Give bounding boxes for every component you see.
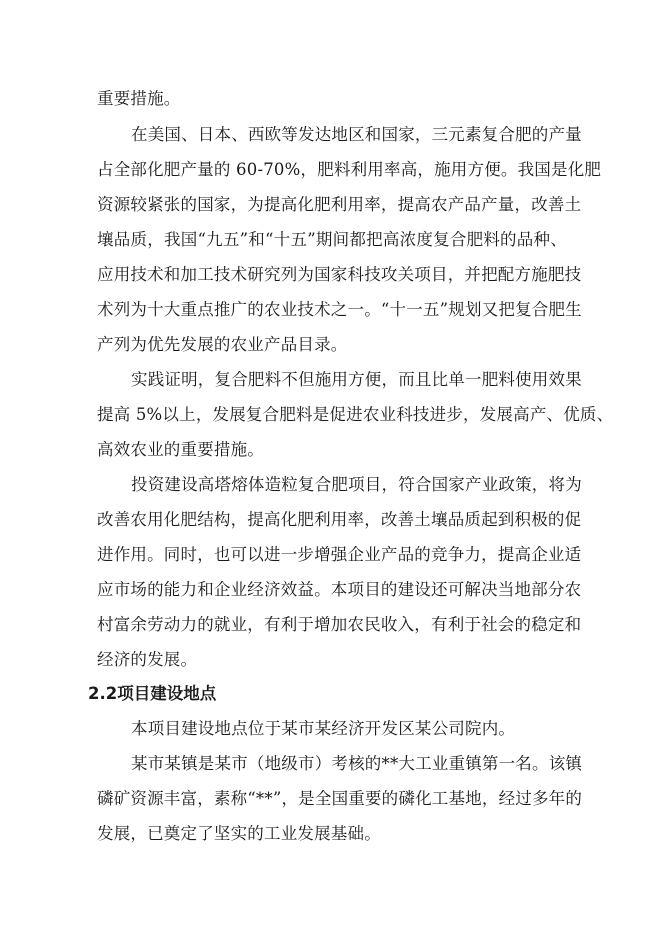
paragraph-line: 提高 5%以上，发展复合肥料是促进农业科技进步，发展高产、优质、 bbox=[97, 405, 614, 424]
paragraph-line: 经济的发展。 bbox=[97, 650, 198, 669]
section-heading: 2.2项目建设地点 bbox=[88, 684, 217, 703]
paragraph-line: 应市场的能力和企业经济效益。本项目的建设还可解决当地部分农 bbox=[97, 580, 582, 599]
paragraph-line: 壤品质，我国“九五”和“十五”期间都把高浓度复合肥料的品种、 bbox=[97, 230, 567, 249]
paragraph-line: 发展，已奠定了坚实的工业发展基础。 bbox=[97, 824, 381, 843]
paragraph-line: 改善农用化肥结构，提高化肥利用率，改善土壤品质起到积极的促 bbox=[97, 510, 582, 529]
paragraph-line: 应用技术和加工技术研究列为国家科技攻关项目，并把配方施肥技 bbox=[97, 265, 582, 284]
paragraph-line: 资源较紧张的国家，为提高化肥利用率，提高农产品产量，改善土 bbox=[97, 195, 582, 214]
paragraph-line: 本项目建设地点位于某市某经济开发区某公司院内。 bbox=[131, 719, 516, 738]
paragraph-line: 占全部化肥产量的 60-70%，肥料利用率高，施用方便。我国是化肥 bbox=[97, 160, 602, 179]
paragraph-line: 术列为十大重点推广的农业技术之一。“十一五”规划又把复合肥生 bbox=[97, 300, 582, 319]
paragraph-line: 某市某镇是某市（地级市）考核的**大工业重镇第一名。该镇 bbox=[131, 754, 583, 773]
paragraph-line: 高效农业的重要措施。 bbox=[97, 440, 264, 459]
paragraph-line: 在美国、日本、西欧等发达地区和国家，三元素复合肥的产量 bbox=[131, 125, 582, 144]
paragraph-line: 进作用。同时，也可以进一步增强企业产品的竞争力，提高企业适 bbox=[97, 545, 582, 564]
paragraph-line: 村富余劳动力的就业，有利于增加农民收入，有利于社会的稳定和 bbox=[97, 615, 582, 634]
paragraph-line: 实践证明，复合肥料不但施用方便，而且比单一肥料使用效果 bbox=[131, 370, 582, 389]
paragraph-line: 投资建设高塔熔体造粒复合肥项目，符合国家产业政策，将为 bbox=[131, 475, 582, 494]
paragraph-line: 磷矿资源丰富，素称“**”，是全国重要的磷化工基地，经过多年的 bbox=[97, 789, 583, 808]
paragraph-line: 重要措施。 bbox=[97, 89, 181, 108]
paragraph-line: 产列为优先发展的农业产品目录。 bbox=[97, 335, 348, 354]
